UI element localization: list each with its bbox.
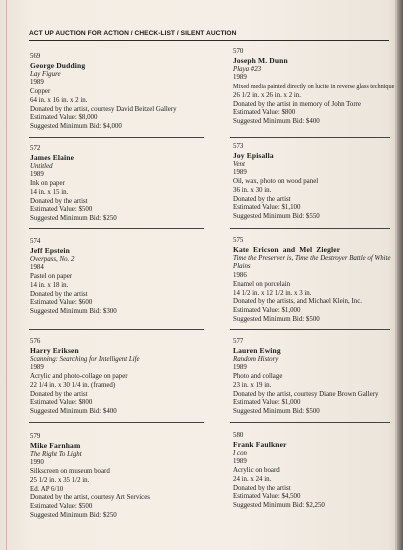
entry-medium: Mixed media painted directly on lucite in reverse glass technique xyxy=(233,83,395,90)
artwork-title: I con xyxy=(233,449,247,457)
entry-dimensions: 25 1/2 in. x 35 1/2 in. xyxy=(30,476,90,484)
entry-dimensions: 23 in. x 19 in. xyxy=(233,381,272,389)
entry-donor: Donated by the artist, courtesy David Beitzel Gallery xyxy=(30,105,177,113)
catalog-entry xyxy=(233,432,393,511)
entry-medium: Enamel on porcelain xyxy=(233,280,291,288)
separator xyxy=(29,422,204,423)
catalog-entry xyxy=(30,53,210,132)
catalog-entry xyxy=(233,237,393,325)
entry-donor: Donated by the artist xyxy=(233,195,291,203)
entry-dimensions: 36 in. x 30 in. xyxy=(233,186,272,194)
entry-estimated-value: Estimated Value: $800 xyxy=(30,399,93,407)
entry-year: 1989 xyxy=(30,171,44,179)
separator xyxy=(230,137,390,138)
lot-number: 577 xyxy=(233,338,244,345)
entry-estimated-value: Estimated Value: $1,100 xyxy=(233,204,301,212)
entry-donor: Donated by the artist, courtesy Art Services xyxy=(30,494,150,502)
entry-medium: Photo and collage xyxy=(233,373,283,380)
artist-name: Frank Faulkner xyxy=(233,439,287,449)
book-binding xyxy=(397,0,403,550)
entry-minimum-bid: Suggested Minimum Bid: $300 xyxy=(30,308,117,315)
entry-dimensions: 24 in. x 24 in. xyxy=(233,475,272,483)
header-rule xyxy=(29,40,389,41)
entry-year: 1989 xyxy=(233,458,247,466)
separator xyxy=(29,137,204,138)
entry-medium: Acrylic and photo-collage on paper xyxy=(30,373,128,380)
entry-medium: Pastel on paper xyxy=(30,273,73,280)
lot-number: 569 xyxy=(30,53,41,60)
artist-name: George Dudding xyxy=(30,60,86,70)
separator xyxy=(29,228,204,229)
entry-year: 1990 xyxy=(30,459,44,467)
artist-name: Mike Farnham xyxy=(30,440,81,450)
artwork-title: Vent xyxy=(233,160,245,168)
entry-year: 1989 xyxy=(233,169,247,177)
artist-name: Harry Eriksen xyxy=(30,345,79,355)
left-margin-rule xyxy=(6,0,7,550)
entry-minimum-bid: Suggested Minimum Bid: $2,250 xyxy=(233,502,325,509)
lot-number: 572 xyxy=(30,145,41,152)
catalog-entry xyxy=(233,338,393,417)
entry-donor: Donated by the artist in memory of John Torre xyxy=(233,100,361,108)
entry-estimated-value: Estimated Value: $4,500 xyxy=(233,493,301,501)
artist-name: Lauren Ewing xyxy=(233,345,281,355)
entry-minimum-bid: Suggested Minimum Bid: $400 xyxy=(30,408,117,415)
entry-donor: Donated by the artist xyxy=(30,290,88,298)
entry-estimated-value: Estimated Value: $1,000 xyxy=(233,399,301,407)
entry-medium: Oil, wax, photo on wood panel xyxy=(233,178,319,185)
lot-number: 576 xyxy=(30,338,41,345)
separator xyxy=(29,329,204,330)
entry-minimum-bid: Suggested Minimum Bid: $500 xyxy=(233,408,320,415)
catalog-entry xyxy=(233,143,393,222)
entry-medium: Copper xyxy=(30,88,51,95)
entry-year: 1989 xyxy=(30,79,44,87)
artwork-title: Scanning: Searching for Intelligent Life xyxy=(30,355,140,363)
artwork-title: The Right To Light xyxy=(30,450,82,458)
catalog-entry xyxy=(30,238,210,317)
artist-name: Joseph M. Dunn xyxy=(233,55,288,65)
separator xyxy=(230,422,390,423)
entry-estimated-value: Estimated Value: $8,000 xyxy=(30,114,98,122)
entry-medium: Silkscreen on museum board xyxy=(30,468,110,475)
separator xyxy=(230,228,390,229)
catalog-entry xyxy=(30,433,210,521)
catalog-entry xyxy=(233,48,393,127)
entry-donor: Donated by the artist, courtesy Diane Brown Gallery xyxy=(233,390,379,398)
lot-number: 575 xyxy=(233,237,244,244)
entry-minimum-bid: Suggested Minimum Bid: $4,000 xyxy=(30,123,122,130)
entry-year: 1989 xyxy=(233,364,247,372)
lot-number: 579 xyxy=(30,433,41,440)
entry-donor: Donated by the artist xyxy=(233,484,291,492)
artwork-title: Overpass, No. 2 xyxy=(30,255,75,263)
entry-dimensions: 14 1/2 in. x 12 1/2 in. x 3 in. xyxy=(233,289,312,297)
separator xyxy=(230,329,390,330)
entry-minimum-bid: Suggested Minimum Bid: $500 xyxy=(233,315,320,323)
entry-estimated-value: Estimated Value: $1,000 xyxy=(233,307,301,314)
page-header: ACT UP AUCTION FOR ACTION / CHECK-LIST / SILENT AUCTION xyxy=(29,30,237,37)
entry-donor: Donated by the artist xyxy=(30,390,88,398)
entry-estimated-value: Estimated Value: $500 xyxy=(30,503,93,510)
lot-number: 570 xyxy=(233,48,244,55)
entry-minimum-bid: Suggested Minimum Bid: $400 xyxy=(233,118,320,125)
entry-minimum-bid: Suggested Minimum Bid: $250 xyxy=(30,215,117,222)
entry-dimensions: 14 in. x 15 in. xyxy=(30,188,69,196)
artwork-title: Random History xyxy=(233,355,279,363)
entry-year: 1989 xyxy=(233,74,247,82)
artist-name: James Elaine xyxy=(30,152,75,162)
entry-dimensions: 22 1/4 in. x 30 1/4 in. (framed) xyxy=(30,381,116,389)
artwork-title: Playa #23 xyxy=(233,65,262,73)
lot-number: 580 xyxy=(233,432,244,439)
entry-year: 1984 xyxy=(30,264,44,272)
artist-name: Joy Episalla xyxy=(233,150,274,160)
lot-number: 573 xyxy=(233,143,244,150)
entry-estimated-value: Estimated Value: $800 xyxy=(233,109,296,117)
entry-edition: Ed. AP 6/10 xyxy=(30,485,64,493)
entry-estimated-value: Estimated Value: $600 xyxy=(30,299,93,307)
entry-dimensions: 14 in. x 18 in. xyxy=(30,281,69,289)
entry-minimum-bid: Suggested Minimum Bid: $550 xyxy=(233,213,320,220)
artist-name: Kate Ericson and Mel Ziegler xyxy=(233,244,341,254)
artwork-title: Lay Figure xyxy=(30,70,61,78)
entry-estimated-value: Estimated Value: $500 xyxy=(30,206,93,214)
entry-year: 1986 xyxy=(233,272,247,279)
artwork-title: Untitled xyxy=(30,162,53,170)
entry-medium: Acrylic on board xyxy=(233,467,280,474)
artwork-title: Time the Preserver is, Time the Destroyer Battle of White Plains xyxy=(233,254,391,271)
entry-year: 1989 xyxy=(30,364,44,372)
catalog-entry xyxy=(30,338,210,417)
entry-medium: Ink on paper xyxy=(30,180,65,187)
catalog-entry xyxy=(30,145,210,224)
entry-minimum-bid: Suggested Minimum Bid: $250 xyxy=(30,511,117,519)
entry-dimensions: 64 in. x 16 in. x 2 in. xyxy=(30,96,88,104)
entry-donor: Donated by the artist xyxy=(30,197,88,205)
entry-dimensions: 26 1/2 in. x 26 in. x 2 in. xyxy=(233,91,301,99)
entry-donor: Donated by the artists, and Michael Klein, Inc. xyxy=(233,298,362,306)
artist-name: Jeff Epstein xyxy=(30,245,70,255)
lot-number: 574 xyxy=(30,238,41,245)
